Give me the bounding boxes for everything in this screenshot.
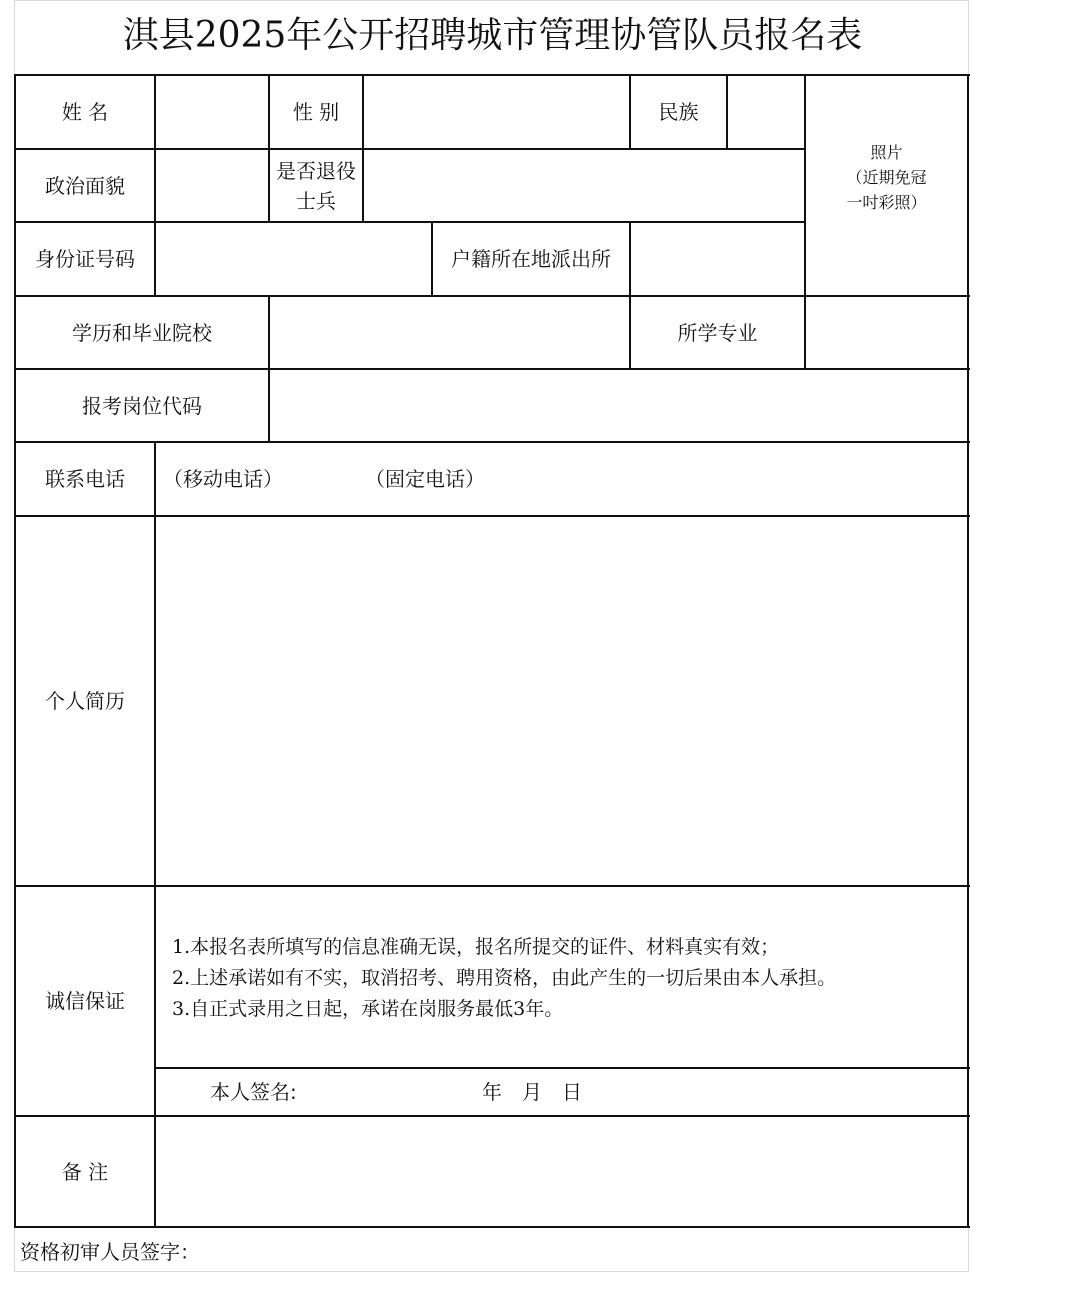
input-name[interactable] <box>156 76 268 148</box>
label-ethnicity: 民族 <box>658 100 699 124</box>
form-title: 淇县2025年公开招聘城市管理协管队员报名表 <box>122 15 863 56</box>
label-integrity: 诚信保证 <box>45 989 125 1013</box>
input-signature[interactable] <box>300 1069 470 1115</box>
label-mobile-phone: （移动电话） <box>163 467 283 491</box>
input-political-status[interactable] <box>156 150 268 221</box>
label-education-school: 学历和毕业院校 <box>72 320 212 345</box>
label-hukou-police-station: 户籍所在地派出所 <box>451 247 611 271</box>
label-id-number: 身份证号码 <box>35 247 135 271</box>
label-resume: 个人简历 <box>45 689 125 713</box>
label-position-code: 报考岗位代码 <box>82 393 202 418</box>
input-veteran[interactable] <box>364 150 804 221</box>
label-gender: 性 别 <box>292 100 340 124</box>
input-id-number[interactable] <box>156 223 431 295</box>
input-mobile-phone[interactable] <box>270 443 360 515</box>
label-name: 姓 名 <box>61 100 109 124</box>
photo-placeholder[interactable]: 照片 （近期免冠 一吋彩照） <box>846 143 927 212</box>
label-political-status: 政治面貌 <box>45 173 125 198</box>
input-major[interactable] <box>806 297 967 368</box>
label-date: 年 月 日 <box>482 1080 582 1104</box>
input-gender[interactable] <box>364 76 629 148</box>
label-contact-phone: 联系电话 <box>45 467 125 491</box>
input-resume[interactable] <box>156 517 967 885</box>
label-remarks: 备 注 <box>61 1159 109 1184</box>
label-signature: 本人签名: <box>210 1080 297 1104</box>
pledge-item: 2.上述承诺如有不实，取消招考、聘用资格，由此产生的一切后果由本人承担。 <box>172 967 837 989</box>
input-ethnicity[interactable] <box>728 76 804 148</box>
integrity-pledge-list <box>172 932 836 1025</box>
pledge-item: 3.自正式录用之日起，承诺在岗服务最低3年。 <box>172 998 564 1020</box>
reviewer-signature-label: 资格初审人员签字： <box>20 1240 200 1264</box>
input-fixed-phone[interactable] <box>480 443 960 515</box>
input-hukou-police-station[interactable] <box>631 223 804 295</box>
label-major: 所学专业 <box>677 320 758 345</box>
input-remarks[interactable] <box>156 1117 967 1226</box>
pledge-item: 1.本报名表所填写的信息准确无误，报名所提交的证件、材料真实有效； <box>172 936 780 958</box>
label-fixed-phone: （固定电话） <box>365 467 485 491</box>
input-education-school[interactable] <box>270 297 629 368</box>
input-position-code[interactable] <box>270 370 967 441</box>
label-veteran: 是否退役 士兵 <box>276 158 356 213</box>
